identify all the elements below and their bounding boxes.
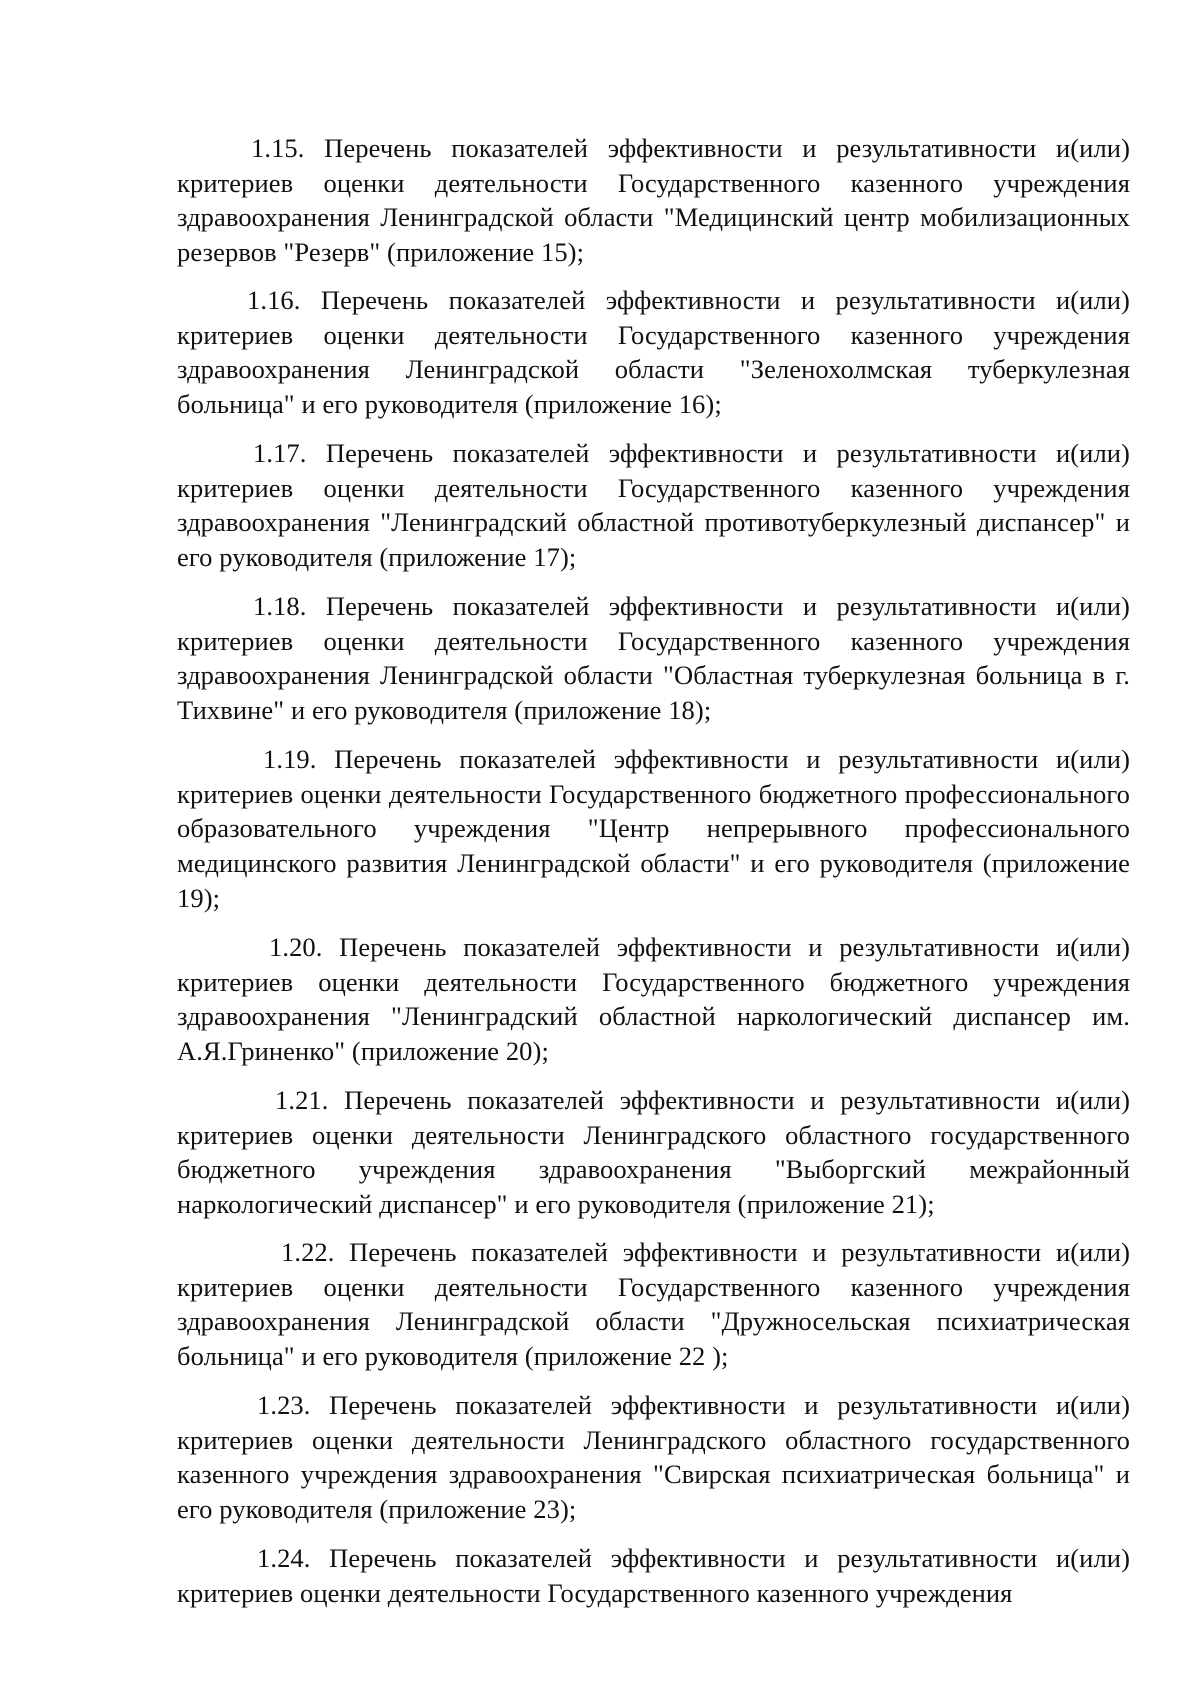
paragraph-number: 1.16. [247,285,301,315]
paragraph-text: Перечень показателей эффективности и результативности и(или) критериев оценки деятельности Государственного казенного учреждения здравоохранения Ленинградской области "Дружносельская психиатрическая больница" и его руководителя (приложение 22 ); [177,1237,1130,1372]
paragraph-number: 1.17. [253,438,307,468]
paragraph-1-20 [177,930,1130,1069]
paragraph-text: Перечень показателей эффективности и результативности и(или) критериев оценки деятельности Ленинградского областного государственного бюджетного учреждения здравоохранения "Выборгский межрайонный наркологический диспансер" и его руководителя (приложение 21); [177,1085,1130,1220]
paragraph-text: Перечень показателей эффективности и результативности и(или) критериев оценки деятельности Государственного казенного учреждения здравоохранения Ленинградской области "Областная туберкулезная больница в г. Тихвине" и его руководителя (приложение 18); [177,591,1130,726]
paragraph-number: 1.18. [253,591,307,621]
paragraph-1-17 [177,436,1130,575]
paragraph-number: 1.15. [251,133,305,163]
paragraph-number: 1.19. [263,744,317,774]
paragraph-number: 1.22. [281,1237,335,1267]
paragraph-text: Перечень показателей эффективности и результативности и(или) критериев оценки деятельности Государственного бюджетного учреждения здравоохранения "Ленинградский областной наркологический диспансер им. А.Я.Гриненко" (приложение 20); [177,932,1130,1067]
paragraph-text: Перечень показателей эффективности и результативности и(или) критериев оценки деятельности Ленинградского областного государственного казенного учреждения здравоохранения "Свирская психиатрическая больница" и его руководителя (приложение 23); [177,1390,1130,1525]
paragraph-text: Перечень показателей эффективности и результативности и(или) критериев оценки деятельности Государственного казенного учреждения здравоохранения "Ленинградский областной противотуберкулезный диспансер" и его руководителя (приложение 17); [177,438,1130,573]
paragraph-1-23 [177,1388,1130,1527]
paragraph-number: 1.24. [257,1543,311,1573]
paragraph-1-15 [177,131,1130,270]
paragraph-1-22 [177,1235,1130,1374]
paragraph-text: Перечень показателей эффективности и результативности и(или) критериев оценки деятельности Государственного казенного учреждения [177,1543,1130,1608]
paragraph-1-21 [177,1083,1130,1222]
paragraph-text: Перечень показателей эффективности и результативности и(или) критериев оценки деятельности Государственного бюджетного профессионального образовательного учреждения "Центр непрерывного профессионального медицинского развития Ленинградской области" и его руководителя (приложение 19); [177,744,1130,913]
paragraph-1-18 [177,589,1130,728]
paragraph-text: Перечень показателей эффективности и результативности и(или) критериев оценки деятельности Государственного казенного учреждения здравоохранения Ленинградской области "Зеленохолмская туберкулезная больница" и его руководителя (приложение 16); [177,285,1130,420]
paragraph-number: 1.21. [275,1085,329,1115]
paragraph-1-16 [177,283,1130,422]
paragraph-number: 1.23. [257,1390,311,1420]
paragraph-1-19 [177,742,1130,916]
paragraph-1-24 [177,1541,1130,1610]
paragraph-number: 1.20. [269,932,323,962]
paragraph-text: Перечень показателей эффективности и результативности и(или) критериев оценки деятельности Государственного казенного учреждения здравоохранения Ленинградской области "Медицинский центр мобилизационных резервов "Резерв" (приложение 15); [177,133,1130,268]
